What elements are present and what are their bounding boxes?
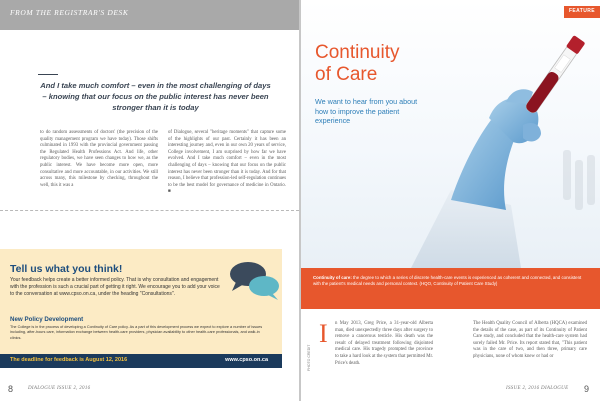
speech-bubbles-icon (226, 258, 282, 302)
page-number: 8 (8, 384, 14, 394)
hero-image (301, 0, 600, 268)
quote-rule-top (38, 74, 58, 75)
feedback-text: Your feedback helps create a better informed policy. That is why consultation and engagement with the profession is such a crucial part of getting it right. We encourage you to add your voice to the conversation at www.cpso.on.ca, under the heading "Consultations". (10, 277, 220, 297)
gloved-hand-blood-tubes-illustration (301, 0, 600, 268)
article-column-2: The Health Quality Council of Alberta (HQCA) examined the details of the case, as part of its Continuity of Patient Care study, and concluded that the health-care system had sorely failed Mr. Price. Its report stated that, "This patient was in the care of two, and then three, primary care physicians, none of whom knew or had or (473, 321, 587, 359)
feature-tab (564, 6, 600, 18)
feedback-title: Tell us what you think! (10, 263, 123, 275)
magazine-issue: ISSUE 2, 2016 DIALOGUE (506, 386, 569, 391)
page-number: 9 (584, 384, 590, 394)
feature-tab-label: FEATURE (568, 8, 596, 14)
headline-line-1: Continuity (315, 42, 400, 63)
photo-credit: PHOTO CREDIT (307, 344, 311, 371)
drop-cap: I (319, 319, 328, 348)
caption (313, 275, 588, 287)
caption-bar (301, 268, 600, 309)
policy-text: The College is in the process of developing a Continuity of Care policy. As a part of this development process we expect to explore a number of issues including, after-hours care, information exchange between health-care providers, physician availability to other health-care professionals, and walk-in clinics. (10, 325, 263, 340)
left-footer (8, 384, 288, 396)
article-subhead: We want to hear from you about how to improve the patient experience (315, 97, 418, 126)
body-column-1: to do random assessments of doctors' (the precision of the quality management program we have today). Those shifts culminated in 1993 with the provincial government passing the Regulated Health Professions Act. And life, other regulatory bodies, we have seen changes to how we, as the public interest. We have become more open, more consultative and more accountable, in our activities. We still across many, this milestone by checking, throughout the well, this it was a (40, 130, 158, 188)
deadline-text: The deadline for feedback is August 12, 2016 (10, 357, 128, 363)
blood-sample-tube (523, 35, 585, 115)
caption-body: the degree to which a series of discrete health-care events is experienced as coherent and connected, and consistent with the patient's medical needs and personal context. (HQO, Continuity of Patient Care Study) (313, 275, 582, 287)
website-link[interactable]: www.cpso.on.ca (225, 357, 268, 363)
article-headline (315, 42, 400, 86)
left-page (0, 0, 299, 401)
body-column-2: of Dialogue, several "heritage moments" that capture some of the highlights of our past. Certainly it has been an interesting journey and, even in our own 20 years of service, College involvement, I am surprised by how far we have evolved. And I take much comfort – even in the most challenging of days – knowing that our focus on the public interest has never been stronger than it is today. And for that reason, I believe that profession-led self-regulation continues to be the best model for governance of medicine in Ontario. ■ (168, 130, 286, 195)
right-footer (301, 384, 600, 396)
deadline-bar (0, 354, 282, 368)
background-tubes (563, 150, 595, 210)
section-header (0, 0, 299, 30)
dashed-divider (0, 210, 299, 211)
pull-quote: And I take much comfort – even in the most challenging of days – knowing that our focus on the public interest has never been stronger than it is today (40, 81, 271, 112)
section-header-label: FROM THE REGISTRAR'S DESK (10, 8, 129, 17)
headline-line-2: of Care (315, 64, 378, 85)
magazine-issue: DIALOGUE ISSUE 2, 2016 (28, 386, 91, 391)
right-page (301, 0, 600, 401)
article-column-1: n May 2013, Greg Price, a 31-year-old Alberta man, died unexpectedly three days after surgery to remove a cancerous testicle. His death was the result of delayed treatment following disjointed medical care. His tragedy prompted the province to take a hard look at the system that permitted Mr. Price's death. (335, 321, 433, 366)
policy-title: New Policy Development (10, 316, 84, 323)
caption-label: Continuity of care: (313, 275, 352, 280)
